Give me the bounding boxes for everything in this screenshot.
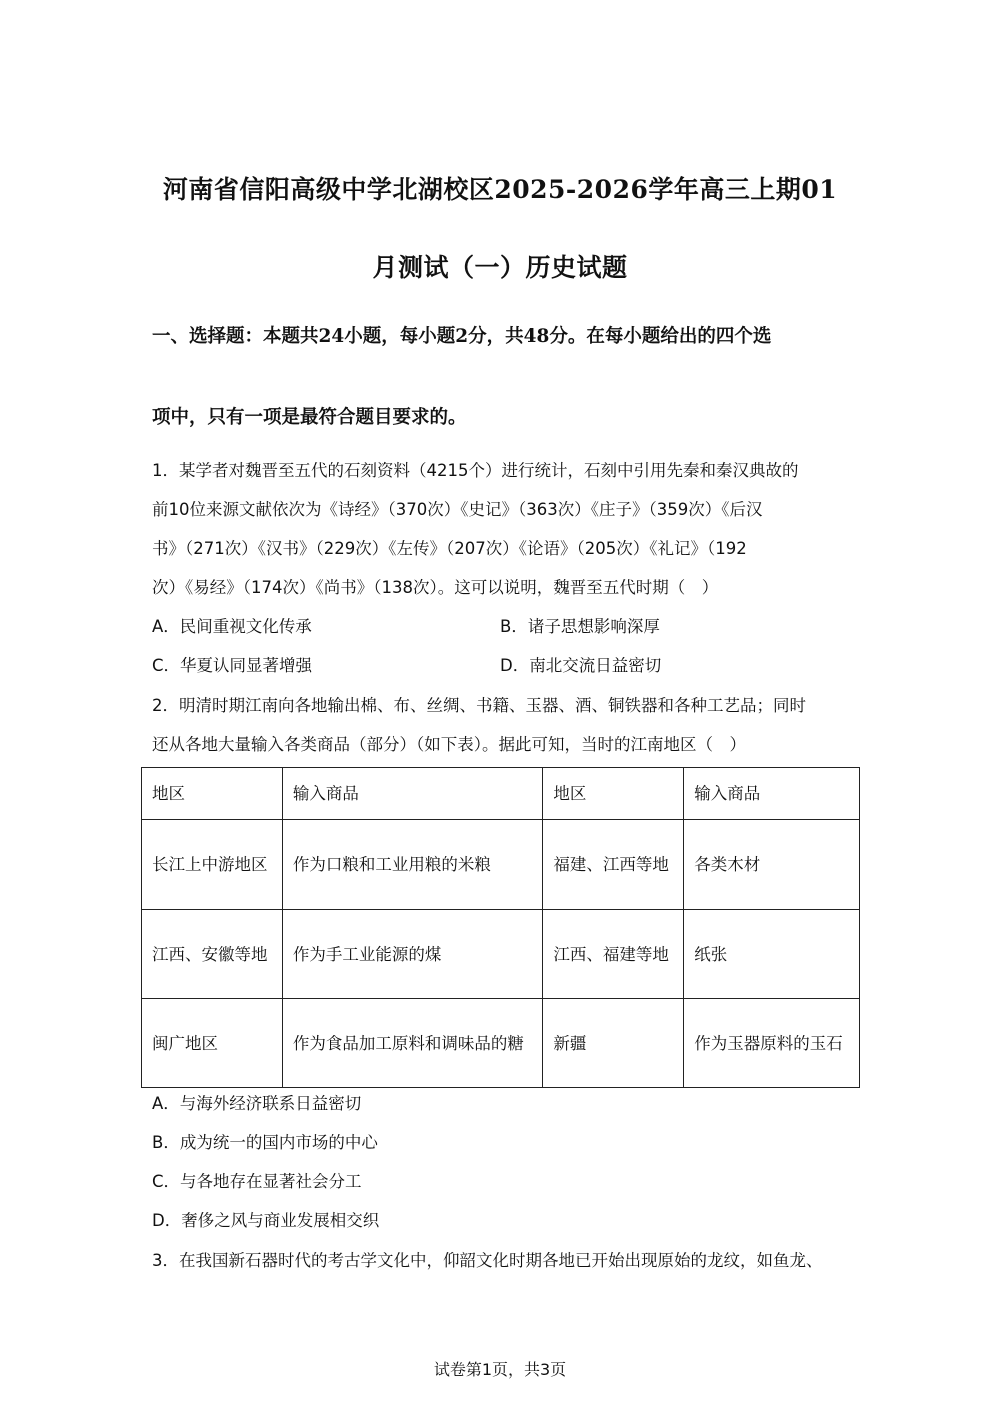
table-cell: 作为手工业能源的煤 <box>282 910 543 999</box>
table-header-cell: 地区 <box>543 768 684 820</box>
table-cell: 纸张 <box>684 910 860 999</box>
table-row <box>142 820 860 910</box>
q2-stem-line-1: 2．明清时期江南向各地输出棉、布、丝绸、书籍、玉器、酒、铜铁器和各种工艺品；同时 <box>152 696 806 715</box>
table-cell: 作为玉器原料的玉石 <box>684 999 860 1088</box>
q3-stem-line-1: 3．在我国新石器时代的考古学文化中，仰韶文化时期各地已开始出现原始的龙纹，如鱼龙、 <box>152 1251 823 1270</box>
q2-option-a[interactable]: A．与海外经济联系日益密切 <box>152 1094 362 1113</box>
section-heading-line-1: 一、选择题：本题共24小题，每小题2分，共48分。在每小题给出的四个选 <box>152 326 772 347</box>
table-cell: 作为口粮和工业用粮的米粮 <box>282 820 543 910</box>
table-header-cell: 输入商品 <box>684 768 860 820</box>
q2-option-b[interactable]: B．成为统一的国内市场的中心 <box>152 1133 378 1152</box>
table-cell: 作为食品加工原料和调味品的糖 <box>282 999 543 1088</box>
q1-option-a[interactable]: A．民间重视文化传承 <box>152 617 312 636</box>
table-cell: 闽广地区 <box>142 999 283 1088</box>
exam-title-line-1: 河南省信阳高级中学北湖校区2025-2026学年高三上期01 <box>162 175 838 204</box>
q2-option-d[interactable]: D．奢侈之风与商业发展相交织 <box>152 1211 380 1230</box>
table-cell: 江西、安徽等地 <box>142 910 283 999</box>
table-header-row <box>142 768 860 820</box>
table-header-cell: 输入商品 <box>282 768 543 820</box>
q1-stem-line-3: 书》（271次）《汉书》（229次）《左传》（207次）《论语》（205次）《礼记》（192 <box>152 539 747 558</box>
table-cell: 各类木材 <box>684 820 860 910</box>
q1-stem-line-2: 前10位来源文献依次为《诗经》（370次）《史记》（363次）《庄子》（359次）《后汉 <box>152 500 763 519</box>
section-heading-line-2: 项中，只有一项是最符合题目要求的。 <box>152 407 467 428</box>
q2-stem-line-2: 还从各地大量输入各类商品（部分）（如下表）。据此可知，当时的江南地区（ ） <box>152 735 746 754</box>
table-cell: 江西、福建等地 <box>543 910 684 999</box>
page-footer: 试卷第1页，共3页 <box>433 1360 567 1379</box>
q2-option-c[interactable]: C．与各地存在显著社会分工 <box>152 1172 362 1191</box>
table-cell: 新疆 <box>543 999 684 1088</box>
q1-option-d[interactable]: D．南北交流日益密切 <box>500 656 662 675</box>
q1-stem-line-1: 1．某学者对魏晋至五代的石刻资料（4215个）进行统计，石刻中引用先秦和秦汉典故的 <box>152 461 799 480</box>
table-cell: 福建、江西等地 <box>543 820 684 910</box>
table-cell: 长江上中游地区 <box>142 820 283 910</box>
table-row <box>142 999 860 1088</box>
table-row <box>142 910 860 999</box>
exam-title-line-2: 月测试（一）历史试题 <box>372 253 628 282</box>
q2-goods-table <box>141 767 860 1088</box>
q1-option-b[interactable]: B．诸子思想影响深厚 <box>500 617 660 636</box>
table-header-cell: 地区 <box>142 768 283 820</box>
q1-stem-line-4: 次）《易经》（174次）《尚书》（138次）。这可以说明，魏晋至五代时期（ ） <box>152 578 719 597</box>
q1-option-c[interactable]: C．华夏认同显著增强 <box>152 656 313 675</box>
